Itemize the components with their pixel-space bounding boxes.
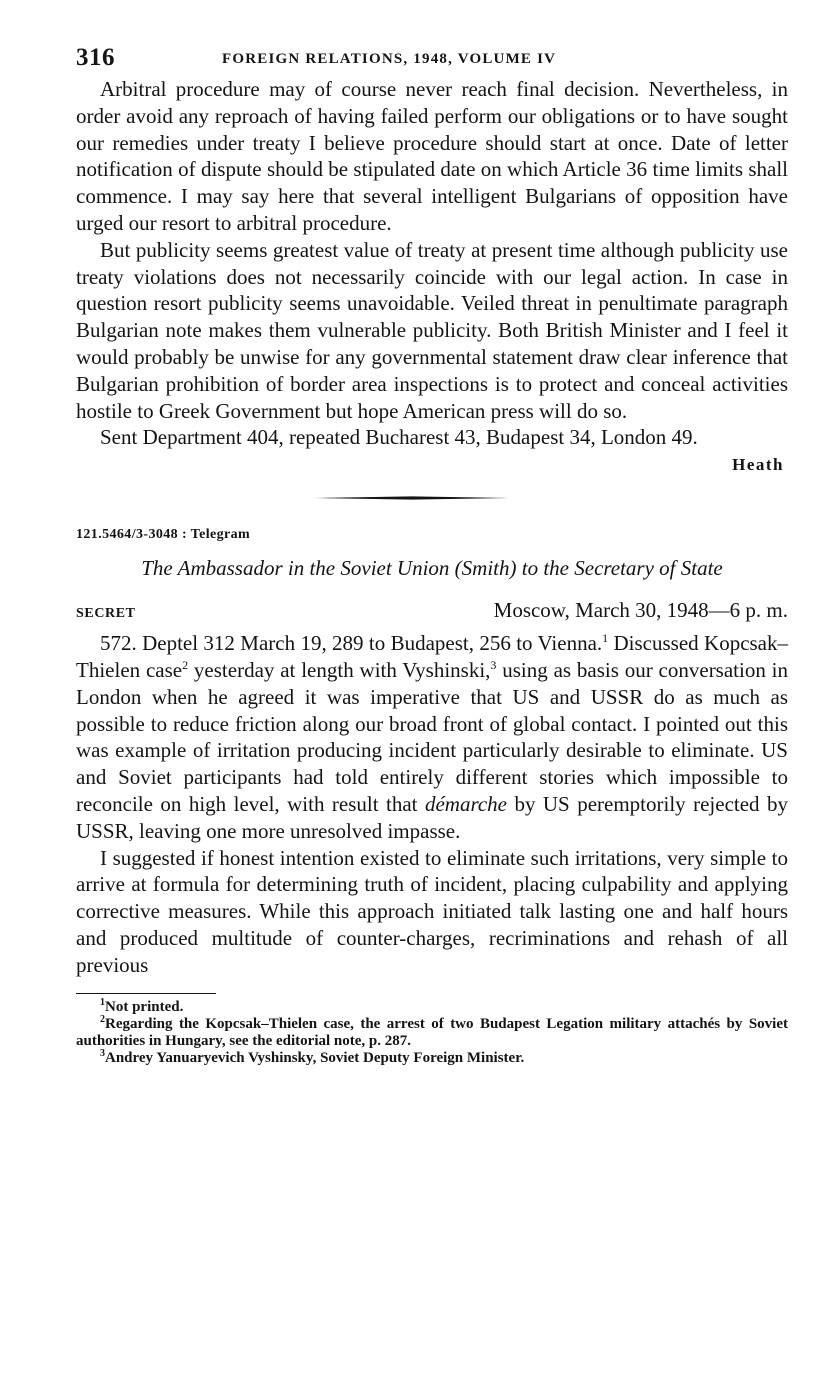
body-paragraph — [76, 630, 788, 844]
document-page — [76, 40, 788, 1067]
footnotes — [76, 996, 788, 1067]
footnote-marker: 1 — [100, 996, 105, 1008]
italic-term: démarche — [424, 791, 507, 816]
signature: Heath — [732, 455, 784, 475]
text-run: using as basis our conversation in London when he agreed it was imperative that US and USSR do as much as possible to reduce friction along our broad front of global contact. I pointed out this was example of irritation producing incident particularly desirable to eliminate. US and Soviet participants had told entirely different stories which impossible to reconcile on high level, with result that — [76, 657, 789, 816]
footnote — [76, 996, 788, 1016]
dateline — [76, 598, 788, 630]
page-number: 316 — [76, 44, 115, 71]
footnote-marker: 3 — [100, 1047, 105, 1059]
body-paragraph: Arbitral procedure may of course never reach final decision. Nevertheless, in order avoid any reproach of having failed perform our obligations or to have sought our remedies under treaty I believe procedure should start at once. Date of letter notification of dispute should be stipulated date on which Article 36 time limits shall commence. I may say here that several intelligent Bulgarians of opposition have urged our resort to arbitral procedure. — [76, 77, 788, 235]
text-run: Discussed Kopcsak–Thielen case — [76, 631, 789, 682]
classification-label: SECRET — [76, 606, 136, 622]
footnote-text: Andrey Yanuaryevich Vyshinsky, Soviet Deputy Foreign Minister. — [105, 1049, 525, 1066]
footnote-rule — [76, 993, 216, 994]
text-run: 572. Deptel 312 March 19, 289 to Budapest, 256 to Vienna. — [100, 631, 603, 656]
footnote-ref: 1 — [602, 631, 609, 646]
body-paragraph: I suggested if honest intention existed to eliminate such irritations, very simple to arrive at formula for determining truth of incident, placing culpability and applying corrective measures. While this approach initiated talk lasting one and half hours and produced multitude of counter-charges, recriminations and rehash of all previous — [76, 845, 788, 977]
first-document-body — [76, 76, 788, 478]
text-run: by US peremptorily rejected by USSR, leaving one more unresolved impasse. — [76, 791, 788, 843]
body-paragraph: Sent Department 404, repeated Bucharest 43, Budapest 34, London 49. — [100, 425, 698, 450]
text-run: yesterday at length with Vyshinski, — [188, 657, 491, 682]
body-paragraph: But publicity seems greatest value of treaty at present time although publicity use treaty violations does not necessarily coincide with our legal action. In case in question resort publicity seems unavoidable. Veiled threat in penultimate paragraph Bulgarian note makes them vulnerable publicity. Both British Minister and I feel it would probably be unwise for any governmental statement draw clear inference that Bulgarian prohibition of border area inspections is to protect and conceal activities hostile to Greek Government but hope American press will do so. — [76, 237, 788, 423]
footnote-marker: 2 — [100, 1013, 105, 1025]
running-head — [76, 40, 788, 76]
section-divider — [314, 496, 510, 500]
second-document-body — [76, 630, 788, 978]
footnote — [76, 1013, 788, 1050]
footnote-ref: 3 — [490, 657, 497, 672]
footnote-ref: 2 — [182, 657, 189, 672]
footnote-text: Not printed. — [105, 998, 184, 1015]
footnote — [76, 1047, 788, 1067]
document-title: The Ambassador in the Soviet Union (Smith) to the Secretary of State — [141, 556, 723, 581]
footnote-text: Regarding the Kopcsak–Thielen case, the arrest of two Budapest Legation military attachés by Soviet authorities in Hungary, see the editorial note, p. 287. — [76, 1015, 788, 1049]
file-number: 121.5464/3-3048 : Telegram — [76, 527, 251, 543]
place-date: Moscow, March 30, 1948—6 p. m. — [493, 598, 788, 623]
running-head-title: FOREIGN RELATIONS, 1948, VOLUME IV — [222, 51, 557, 67]
